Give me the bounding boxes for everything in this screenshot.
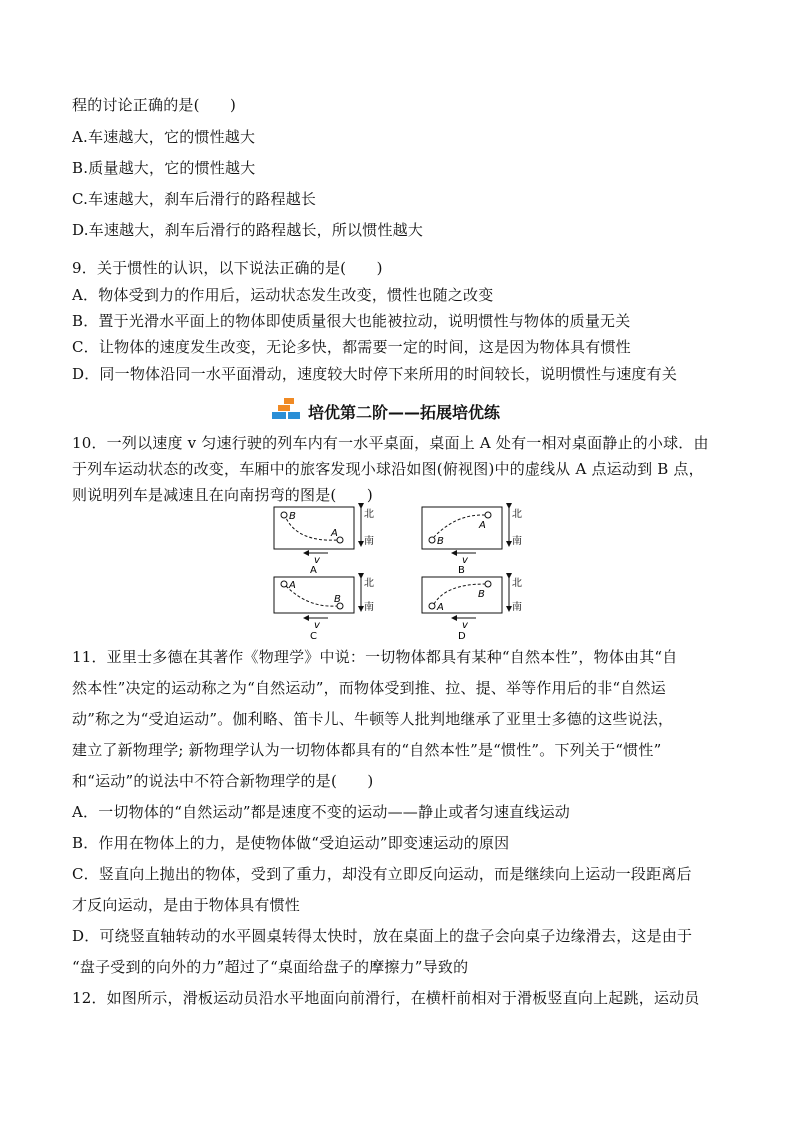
svg-text:北: 北	[512, 578, 522, 589]
q9-stem: 9．关于惯性的认识，以下说法正确的是( )	[72, 259, 383, 277]
ball-circle-b	[485, 581, 491, 587]
q8-option-c: C.车速越大，刹车后滑行的路程越长	[72, 190, 317, 208]
q10-a-end-label: B	[289, 511, 296, 522]
q9-option-b: B．置于光滑水平面上的物体即使质量很大也能被拉动，说明惯性与物体的质量无关	[72, 312, 631, 330]
section-title: 培优第二阶——拓展培优练	[308, 403, 501, 422]
q8-option-a: A.车速越大，它的惯性越大	[72, 128, 256, 146]
q11-stem-line-5: 和“运动”的说法中不符合新物理学的是( )	[72, 772, 374, 790]
q10-b-start-label: A	[479, 520, 486, 531]
svg-text:南: 南	[512, 602, 522, 613]
svg-text:北: 北	[512, 509, 522, 520]
svg-text:北: 北	[364, 578, 374, 589]
section-header	[0, 398, 794, 424]
q10-a-start-label: A	[331, 528, 338, 539]
q8-option-d: D.车速越大，刹车后滑行的路程越长，所以惯性越大	[72, 221, 424, 239]
q10-panel-b	[422, 507, 522, 576]
q10-panel-d	[422, 577, 522, 642]
svg-text:v: v	[314, 620, 320, 631]
svg-text:v: v	[462, 555, 468, 566]
ball-circle-b	[429, 537, 435, 543]
q10-b-end-label: B	[437, 536, 444, 547]
q9-option-d: D．同一物体沿同一水平面滑动，速度较大时停下来所用的时间较长，说明惯性与速度有关	[72, 365, 678, 383]
q11-stem-line-3: 动”称之为“受迫运动”。伽利略、笛卡儿、牛顿等人批判地继承了亚里士多德的这些说法，	[72, 710, 674, 728]
q8-stem-tail: 程的讨论正确的是( )	[72, 96, 237, 114]
q11-stem-line-4: 建立了新物理学; 新物理学认为一切物体都具有的“自然本性”是“惯性”。下列关于“惯性”	[72, 741, 662, 759]
q8-option-b: B.质量越大，它的惯性越大	[72, 159, 256, 177]
q10-c-start-label: A	[289, 580, 296, 591]
q10-c-end-label: B	[334, 594, 341, 605]
q11-option-d-line-1: D．可绕竖直轴转动的水平圆桌转得太快时，放在桌面上的盘子会向桌子边缘滑去，这是由于	[72, 927, 693, 945]
q11-option-c-line-2: 才反向运动，是由于物体具有惯性	[72, 896, 301, 914]
q11-option-a: A．一切物体的“自然运动”都是速度不变的运动——静止或者匀速直线运动	[72, 803, 570, 821]
svg-text:南: 南	[364, 602, 374, 613]
stacked-blocks-icon	[272, 398, 302, 420]
ball-circle-a	[337, 537, 343, 543]
ball-circle-b	[281, 512, 287, 518]
q10-panel-a	[274, 507, 374, 576]
svg-text:v: v	[314, 555, 320, 566]
q10-d-end-label: B	[478, 589, 485, 600]
q9-option-a: A．物体受到力的作用后，运动状态发生改变，惯性也随之改变	[72, 286, 494, 304]
q10-panel-c-label: C	[310, 631, 317, 642]
q12-stem-line-1: 12．如图所示，滑板运动员沿水平地面向前滑行，在横杆前相对于滑板竖直向上起跳，运动员	[72, 989, 700, 1007]
q11-option-b: B．作用在物体上的力，是使物体做“受迫运动”即变速运动的原因	[72, 834, 510, 852]
q10-d-start-label: A	[437, 602, 444, 613]
q9-option-c: C．让物体的速度发生改变，无论多快，都需要一定的时间，这是因为物体具有惯性	[72, 338, 631, 356]
svg-text:v: v	[462, 620, 468, 631]
q11-option-c-line-1: C．竖直向上抛出的物体，受到了重力，却没有立即反向运动，而是继续向上运动一段距离后	[72, 865, 692, 883]
q10-panel-a-label: A	[310, 565, 317, 576]
q10-stem-line-1: 10．一列以速度 v 匀速行驶的列车内有一水平桌面，桌面上 A 处有一相对桌面静止的小球．由	[72, 434, 709, 452]
q10-figure	[268, 504, 528, 646]
ball-circle-a	[485, 512, 491, 518]
north-label: 北	[364, 509, 374, 520]
q10-panel-c	[274, 577, 374, 642]
q11-option-d-line-2: “盘子受到的向外的力”超过了“桌面给盘子的摩擦力”导致的	[72, 958, 469, 976]
q10-stem-line-3: 则说明列车是减速且在向南拐弯的图是( )	[72, 486, 373, 504]
q10-stem-line-2: 于列车运动状态的改变，车厢中的旅客发现小球沿如图(俯视图)中的虚线从 A 点运动到 B 点，	[72, 460, 704, 478]
q10-panel-d-label: D	[458, 631, 466, 642]
q10-panel-b-label: B	[458, 565, 465, 576]
svg-text:南: 南	[512, 536, 522, 547]
q11-stem-line-1: 11．亚里士多德在其著作《物理学》中说：一切物体都具有某种“自然本性”，物体由其“自	[72, 648, 678, 666]
q11-stem-line-2: 然本性”决定的运动称之为“自然运动”，而物体受到推、拉、提、举等作用后的非“自然运	[72, 679, 666, 697]
south-label: 南	[364, 536, 374, 547]
